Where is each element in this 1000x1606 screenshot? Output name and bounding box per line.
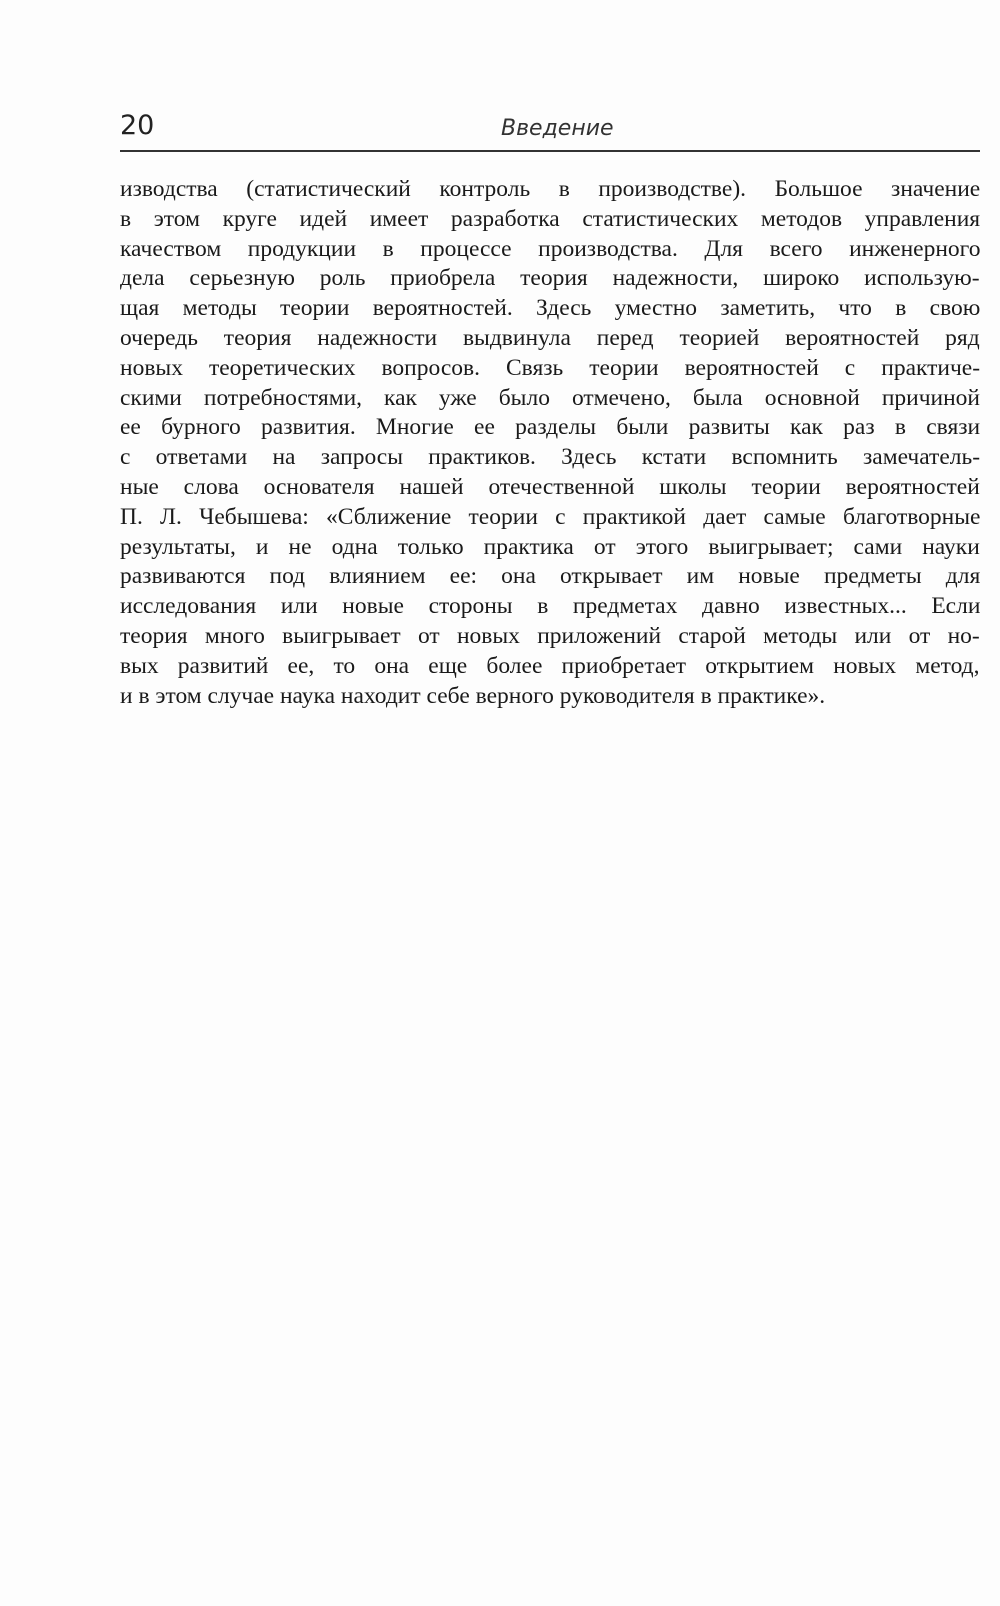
text-line: дела серьезную роль приобрела теория надежности, широко использую- — [120, 265, 980, 292]
page-number: 20 — [120, 110, 155, 141]
text-line: ее бурного развития. Многие ее разделы были развиты как раз в связи — [120, 414, 981, 441]
text-line: результаты, и не одна только практика от этого выигрывает; сами науки — [120, 533, 980, 560]
text-line: теория много выигрывает от новых приложений старой методы или от но- — [120, 622, 980, 649]
text-line: ные слова основателя нашей отечественной школы теории вероятностей — [120, 473, 980, 500]
text-line: с ответами на запросы практиков. Здесь кстати вспомнить замечатель- — [120, 444, 981, 471]
text-line: в этом круге идей имеет разработка статистических методов управления — [120, 205, 981, 232]
text-line: исследования или новые стороны в предметах давно известных... Если — [120, 593, 981, 620]
body-paragraph — [120, 175, 980, 711]
text-line: вых развитий ее, то она еще более приобретает открытием новых метод, — [120, 652, 980, 679]
text-line: новых теоретических вопросов. Связь теории вероятностей с практиче- — [120, 354, 981, 381]
text-line: качеством продукции в процессе производства. Для всего инженерного — [120, 235, 981, 262]
text-line: скими потребностями, как уже было отмечено, была основной причиной — [120, 384, 981, 411]
running-header — [120, 106, 980, 152]
text-line: очередь теория надежности выдвинула перед теорией вероятностей ряд — [120, 324, 980, 351]
text-line: и в этом случае наука находит себе верного руководителя в практике». — [120, 682, 826, 709]
text-line: изводства (статистический контроль в производстве). Большое значение — [120, 176, 981, 202]
text-line: П. Л. Чебышева: «Сближение теории с практикой дает самые благотворные — [120, 503, 981, 530]
text-line: развиваются под влиянием ее: она открывает им новые предметы для — [120, 563, 981, 590]
section-title: Введение — [501, 116, 614, 141]
text-line: щая методы теории вероятностей. Здесь уместно заметить, что в свою — [120, 295, 981, 322]
